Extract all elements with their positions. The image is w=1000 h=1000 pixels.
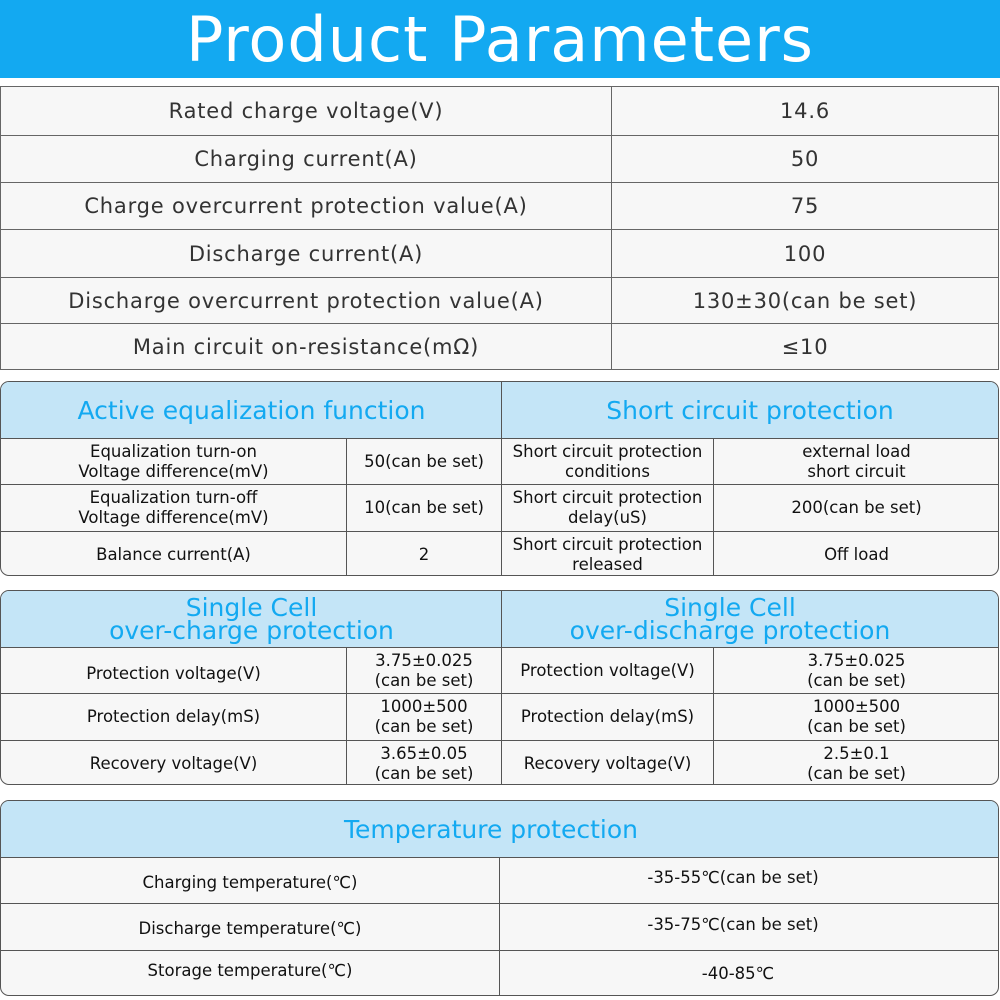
param-value: ≤10 [781, 334, 829, 359]
param-label: Discharge current(A) [1, 230, 612, 277]
short-circuit-label: Short circuit protection delay(uS) [512, 488, 703, 527]
equalization-value: 10(can be set) [364, 498, 484, 517]
table-row [1, 324, 998, 369]
section-header [1, 382, 998, 439]
overcharge-title: Single Cell over-charge protection [109, 593, 394, 645]
param-value: 14.6 [780, 99, 830, 123]
overdischarge-label: Protection voltage(V) [520, 660, 695, 680]
temperature-value: -35-55℃(can be set) [647, 868, 819, 887]
overdischarge-value: 1000±500 (can be set) [807, 697, 906, 736]
section-header [1, 801, 998, 858]
main-parameters-table [0, 86, 999, 370]
table-row [1, 136, 998, 183]
overcharge-label: Recovery voltage(V) [89, 753, 258, 773]
short-circuit-label: Short circuit protection conditions [512, 441, 703, 481]
overcharge-label: Protection delay(mS) [86, 707, 261, 726]
table-row [1, 183, 998, 230]
table-row [1, 278, 998, 324]
short-circuit-value: 200(can be set) [791, 498, 922, 517]
overcharge-value: 3.75±0.025 (can be set) [374, 650, 474, 690]
short-circuit-label: Short circuit protection released [512, 534, 703, 574]
overdischarge-value: 2.5±0.1 (can be set) [807, 743, 906, 783]
param-label: Charge overcurrent protection value(A) [1, 183, 612, 229]
overdischarge-label: Recovery voltage(V) [523, 753, 692, 773]
temperature-label: Charging temperature(℃) [142, 873, 358, 892]
equalization-label: Equalization turn-on Voltage difference(mV) [78, 441, 269, 481]
cell-protection-section [0, 590, 999, 785]
param-label: Main circuit on-resistance(mΩ) [1, 324, 612, 369]
equalization-value: 2 [418, 544, 430, 564]
overdischarge-title: Single Cell over-discharge protection [569, 593, 891, 645]
overdischarge-value: 3.75±0.025 (can be set) [807, 650, 906, 690]
page-title: Product Parameters [186, 2, 814, 76]
temperature-label: Storage temperature(℃) [147, 961, 353, 980]
overcharge-value: 3.65±0.05 (can be set) [374, 743, 474, 783]
param-value: 50 [790, 147, 820, 171]
divider [1, 903, 999, 904]
section-header [1, 591, 998, 648]
equalization-label: Balance current(A) [96, 544, 251, 564]
short-circuit-title: Short circuit protection [606, 395, 894, 425]
temperature-value: -40-85℃ [701, 964, 775, 983]
equalization-value: 50(can be set) [364, 451, 484, 471]
table-row [1, 87, 998, 136]
title-banner [0, 0, 1000, 78]
equalization-title: Active equalization function [77, 395, 426, 425]
equalization-label: Equalization turn-off Voltage difference(mV) [78, 488, 269, 527]
overcharge-value: 1000±500 (can be set) [374, 697, 474, 736]
temperature-section [0, 800, 999, 996]
overdischarge-label: Protection delay(mS) [520, 707, 695, 726]
param-label: Discharge overcurrent protection value(A) [1, 278, 612, 323]
temperature-title: Temperature protection [343, 814, 639, 844]
table-row [1, 230, 998, 278]
param-value: 130±30(can be set) [692, 288, 918, 313]
param-value: 75 [790, 194, 820, 218]
equalization-short-circuit-section [0, 381, 999, 576]
temperature-value: -35-75℃(can be set) [647, 915, 819, 934]
short-circuit-value: Off load [824, 544, 889, 564]
short-circuit-value: external load short circuit [802, 441, 911, 481]
param-value: 100 [783, 241, 827, 266]
param-label: Rated charge voltage(V) [1, 87, 612, 135]
temperature-label: Discharge temperature(℃) [138, 919, 362, 938]
param-label: Charging current(A) [1, 136, 612, 182]
overcharge-label: Protection voltage(V) [86, 663, 261, 683]
